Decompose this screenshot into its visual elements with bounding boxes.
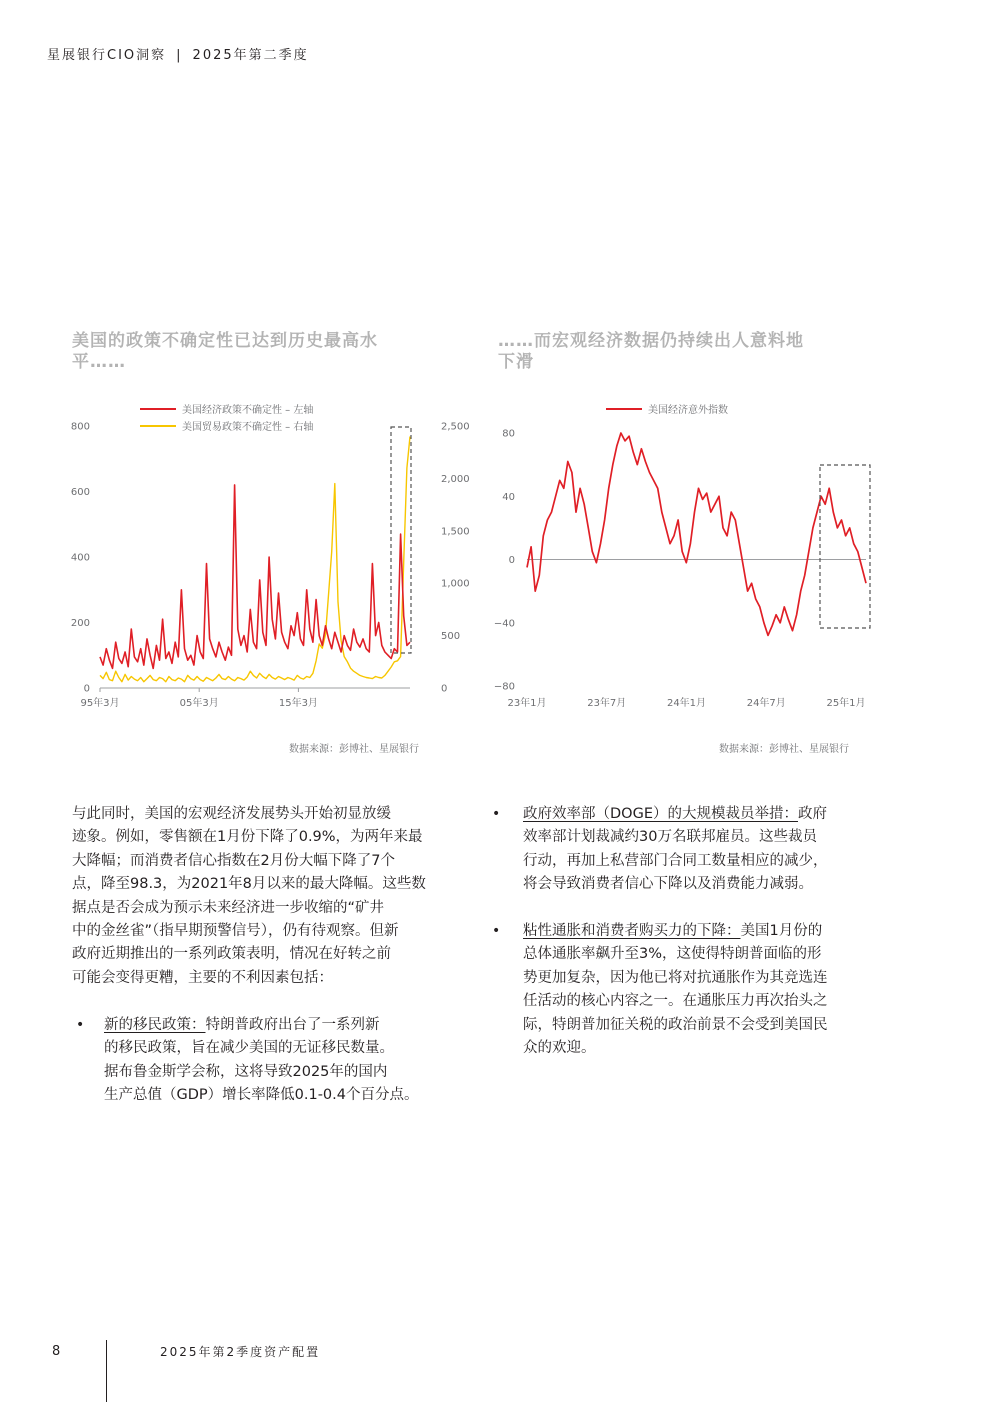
bullet-inflation-line: 众的欢迎。 (523, 1040, 596, 1057)
x-tick-label: 95年3月 (80, 698, 120, 709)
y-tick-label-right: 1,000 (441, 578, 470, 590)
right-chart-legend (606, 403, 728, 416)
right-chart-title-line2: 下滑 (498, 352, 534, 372)
intro-paragraph-line: 中的金丝雀”（指早期预警信号），仍有待观察。但新 (72, 923, 399, 940)
y-tick-label-left: 0 (83, 683, 90, 695)
intro-paragraph-line: 可能会变得更糟，主要的不利因素包括： (72, 969, 333, 986)
page-header (47, 44, 309, 63)
y-tick-label-left: 400 (70, 552, 90, 564)
bullet-inflation-line: 势更加复杂，因为他已将对抗通胀作为其竞选连 (523, 969, 828, 986)
right-chart (490, 395, 890, 720)
bullet-doge-line1: 政府 (797, 806, 827, 822)
y-tick-label-left: 800 (70, 421, 90, 433)
left-chart-title-line2: 平…… (72, 352, 126, 372)
intro-paragraph-line: 点，降至98.3，为2021年8月以来的最大降幅。这些数 (72, 876, 426, 893)
x-tick-label: 23年1月 (507, 698, 547, 709)
highlight-box (820, 465, 870, 628)
intro-paragraph (72, 803, 447, 990)
y-tick-label-right: 2,000 (441, 473, 470, 485)
bullet-immigration-heading: 新的移民政策： (104, 1017, 206, 1033)
x-tick-label: 23年7月 (587, 698, 627, 709)
y-tick-label: 0 (508, 555, 515, 566)
bullet-immigration (72, 1014, 450, 1114)
legend-label-tpu: 美国贸易政策不确定性 – 右轴 (182, 422, 314, 433)
series-line-esi (527, 433, 866, 635)
header-brand: 星展银行CIO洞察 (47, 48, 167, 63)
intro-paragraph-line: 与此同时，美国的宏观经济发展势头开始初显放缓 (72, 806, 391, 822)
bullet-marker: • (492, 806, 501, 822)
bullet-immigration-line: 的移民政策，旨在减少美国的无证移民数量。 (104, 1040, 394, 1057)
footer-divider (106, 1340, 107, 1402)
left-chart-series (100, 437, 410, 682)
y-tick-label: −80 (493, 681, 515, 693)
legend-label-epu: 美国经济政策不确定性 – 左轴 (182, 405, 314, 416)
y-tick-label-left: 200 (70, 618, 90, 629)
left-chart-legend (140, 403, 313, 433)
y-tick-label: 40 (502, 491, 515, 503)
y-tick-label-right: 1,500 (441, 526, 470, 538)
legend-label-esi: 美国经济意外指数 (648, 405, 728, 416)
y-tick-label-left: 600 (70, 487, 90, 498)
y-tick-label-right: 0 (441, 683, 448, 695)
y-tick-label: −40 (493, 618, 515, 630)
right-chart-source: 数据来源：彭博社、星展银行 (719, 744, 849, 755)
left-chart (60, 395, 470, 720)
left-chart-source: 数据来源：彭博社、星展银行 (289, 744, 419, 755)
bullet-immigration-line1: 特朗普政府出台了一系列新 (205, 1017, 380, 1033)
right-chart-axes (494, 429, 866, 710)
bullet-doge-heading: 政府效率部（DOGE）的大规模裁员举措： (523, 806, 798, 822)
y-tick-label-right: 2,500 (441, 421, 470, 433)
bullet-inflation-line1: 美国1月份的 (740, 923, 823, 939)
x-tick-label: 05年3月 (179, 698, 219, 709)
bullet-immigration-line: 据布鲁金斯学会称，这将导致2025年的国内 (104, 1063, 388, 1080)
x-tick-label: 24年7月 (746, 698, 786, 709)
bullet-inflation-line: 际，特朗普加征关税的政治前景不会受到美国民 (523, 1016, 828, 1033)
right-chart-title-line1: ……而宏观经济数据仍持续出人意料地 (498, 331, 804, 351)
bullet-marker: • (76, 1017, 85, 1033)
x-tick-label: 15年3月 (278, 698, 318, 709)
bullet-doge-line: 效率部计划裁减约30万名联邦雇员。这些裁员 (523, 829, 817, 846)
bullet-doge-line: 将会导致消费者信心下降以及消费能力减弱。 (523, 876, 813, 893)
bullet-inflation-line: 总体通胀率飙升至3%，这使得特朗普面临的形 (523, 946, 822, 963)
y-tick-label-right: 500 (441, 631, 461, 643)
bullet-inflation-heading: 粘性通胀和消费者购买力的下降： (523, 923, 741, 939)
intro-paragraph-line: 大降幅；而消费者信心指数在2月份大幅下降了7个 (72, 852, 395, 869)
header-separator: | (176, 48, 183, 63)
bullet-marker: • (492, 923, 501, 939)
bullet-doge-line: 行动，再加上私营部门合同工数量相应的减少， (523, 852, 828, 869)
bullet-doge (490, 803, 870, 903)
x-tick-label: 25年1月 (826, 698, 866, 709)
y-tick-label: 80 (502, 428, 515, 440)
intro-paragraph-line: 据点是否会成为预示未来经济进一步收缩的“矿井 (72, 899, 385, 916)
left-chart-title-line1: 美国的政策不确定性已达到历史最高水 (72, 331, 378, 351)
intro-paragraph-line: 政府近期推出的一系列政策表明，情况在好转之前 (72, 946, 391, 963)
left-chart-title (72, 331, 452, 373)
header-period: 2025年第二季度 (192, 48, 309, 63)
footer-title: 2025年第2季度资产配置 (160, 1345, 321, 1359)
page-number: 8 (52, 1344, 61, 1359)
bullet-inflation (490, 920, 870, 1060)
series-line-epu (100, 485, 410, 669)
bullet-immigration-line: 生产总值（GDP）增长率降低0.1-0.4个百分点。 (104, 1087, 419, 1104)
intro-paragraph-line: 迹象。例如，零售额在1月份下降了0.9%，为两年来最 (72, 829, 423, 846)
bullet-inflation-line: 任活动的核心内容之一。在通胀压力再次抬头之 (523, 993, 828, 1010)
right-chart-series (527, 433, 866, 635)
right-chart-title (498, 331, 878, 373)
x-tick-label: 24年1月 (666, 698, 707, 709)
